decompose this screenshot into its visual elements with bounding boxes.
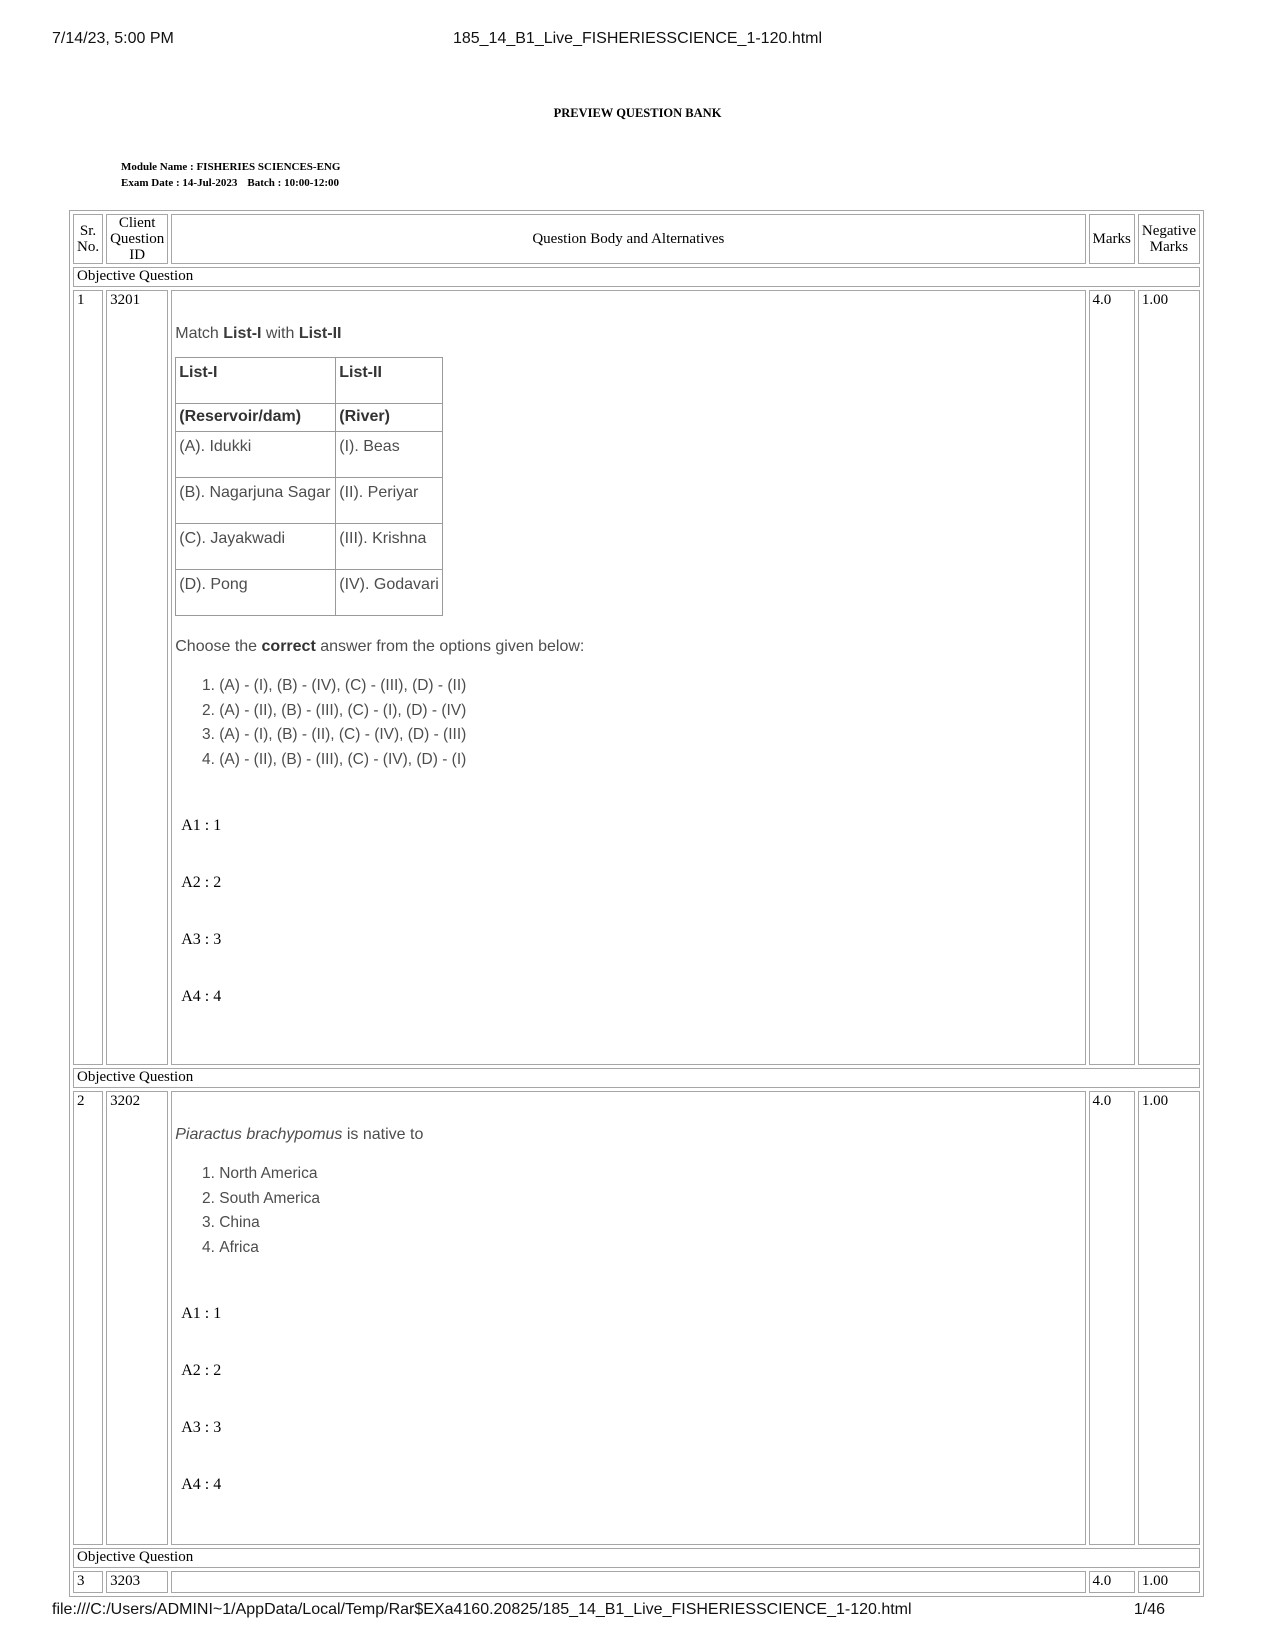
match-cell: (D). Pong: [176, 570, 336, 616]
match-cell: (IV). Godavari: [336, 570, 443, 616]
match-table: [175, 357, 443, 616]
alternative-item: A1 : 1: [181, 817, 222, 834]
option-list: [175, 674, 1081, 772]
header-negative-marks: Negative Marks: [1138, 214, 1200, 264]
marks-value: 4.0: [1089, 1571, 1135, 1593]
match-cell: (C). Jayakwadi: [176, 524, 336, 570]
negative-marks-value: 1.00: [1138, 1571, 1200, 1593]
header-question-body: Question Body and Alternatives: [171, 214, 1085, 264]
section-label: Objective Question: [73, 1548, 1200, 1568]
client-question-id: 3203: [106, 1571, 168, 1593]
section-row: [73, 267, 1200, 287]
option-item: 4. Africa: [219, 1236, 1081, 1261]
header-client-question-id: Client Question ID: [106, 214, 168, 264]
batch: Batch : 10:00-12:00: [247, 177, 340, 189]
question-bank-table: [69, 210, 1204, 1597]
section-row: [73, 1548, 1200, 1568]
match-head-list-i: List-I: [176, 358, 336, 404]
option-list: [175, 1162, 1081, 1260]
choose-instruction: Choose the correct answer from the options given below:: [175, 638, 585, 655]
alternative-item: A2 : 2: [181, 1362, 222, 1379]
print-datetime: 7/14/23, 5:00 PM: [52, 30, 174, 47]
sr-no: 2: [73, 1091, 103, 1545]
alternative-item: A2 : 2: [181, 874, 222, 891]
negative-marks-value: 1.00: [1138, 290, 1200, 1065]
option-item: 4. (A) - (II), (B) - (III), (C) - (IV), (D) - (I): [219, 748, 1081, 773]
print-file-title: 185_14_B1_Live_FISHERIESSCIENCE_1-120.html: [452, 30, 823, 47]
question-body: [171, 1091, 1085, 1545]
question-body: [171, 290, 1085, 1065]
exam-date: Exam Date : 14-Jul-2023: [121, 177, 238, 189]
match-subhead-river: (River): [336, 404, 443, 432]
match-cell: (A). Idukki: [176, 432, 336, 478]
match-cell: (II). Periyar: [336, 478, 443, 524]
header-marks: Marks: [1089, 214, 1135, 264]
print-file-path: file:///C:/Users/ADMINI~1/AppData/Local/Temp/Rar$EXa4160.20825/185_14_B1_Live_FISHERIESSCIENCE_1-120.html: [52, 1601, 912, 1618]
alternatives: [175, 817, 1081, 1045]
module-meta: [121, 159, 340, 191]
option-item: 1. (A) - (I), (B) - (IV), (C) - (III), (D) - (II): [219, 674, 1081, 699]
section-label: Objective Question: [73, 267, 1200, 287]
match-subhead-reservoir: (Reservoir/dam): [176, 404, 336, 432]
match-head-list-ii: List-II: [336, 358, 443, 404]
sr-no: 1: [73, 290, 103, 1065]
negative-marks-value: 1.00: [1138, 1091, 1200, 1545]
match-cell: (III). Krishna: [336, 524, 443, 570]
client-question-id: 3201: [106, 290, 168, 1065]
client-question-id: 3202: [106, 1091, 168, 1545]
question-row-3: [73, 1571, 1200, 1593]
exam-date-batch: [121, 175, 340, 191]
marks-value: 4.0: [1089, 290, 1135, 1065]
alternative-item: A1 : 1: [181, 1305, 222, 1322]
sr-no: 3: [73, 1571, 103, 1593]
alternative-item: A3 : 3: [181, 931, 222, 948]
module-name: Module Name : FISHERIES SCIENCES-ENG: [121, 161, 341, 173]
match-cell: (B). Nagarjuna Sagar: [176, 478, 336, 524]
section-label: Objective Question: [73, 1068, 1200, 1088]
question-stem: Piaractus brachypomus is native to: [175, 1126, 424, 1143]
option-item: 1. North America: [219, 1162, 1081, 1187]
alternative-item: A4 : 4: [181, 1476, 222, 1493]
question-body: [171, 1571, 1085, 1593]
option-item: 2. South America: [219, 1187, 1081, 1212]
alternatives: [175, 1305, 1081, 1533]
alternative-item: A3 : 3: [181, 1419, 222, 1436]
option-item: 3. (A) - (I), (B) - (II), (C) - (IV), (D) - (III): [219, 723, 1081, 748]
question-stem: Match List-I with List-II: [175, 325, 342, 342]
header-sr-no: Sr. No.: [73, 214, 103, 264]
page-number: 1/46: [1133, 1601, 1165, 1618]
table-header-row: [73, 214, 1200, 264]
question-row-1: [73, 290, 1200, 1065]
section-row: [73, 1068, 1200, 1088]
match-cell: (I). Beas: [336, 432, 443, 478]
question-row-2: [73, 1091, 1200, 1545]
option-item: 2. (A) - (II), (B) - (III), (C) - (I), (D) - (IV): [219, 699, 1081, 724]
page-title: PREVIEW QUESTION BANK: [553, 106, 722, 120]
alternative-item: A4 : 4: [181, 988, 222, 1005]
marks-value: 4.0: [1089, 1091, 1135, 1545]
option-item: 3. China: [219, 1211, 1081, 1236]
